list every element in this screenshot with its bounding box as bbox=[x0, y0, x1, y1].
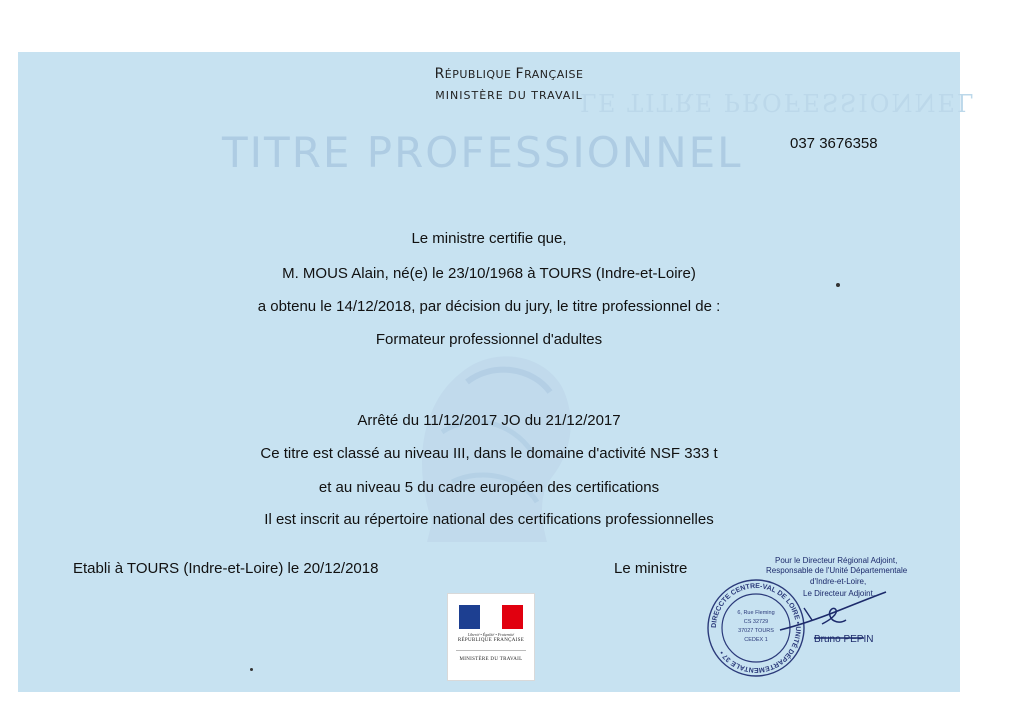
logo-republic: RÉPUBLIQUE FRANÇAISE bbox=[457, 638, 525, 643]
stamp-address-1: 6, Rue Fleming bbox=[737, 610, 775, 616]
certificate-number: 037 3676358 bbox=[790, 135, 878, 152]
stamp-address-4: CEDEX 1 bbox=[744, 637, 768, 643]
watermark-ghost-text: LE TITRE PROFESSIONNEL bbox=[580, 88, 975, 116]
signatory-name: Bruno PEPIN bbox=[814, 634, 874, 645]
logo-divider bbox=[456, 650, 526, 651]
obtained-line: a obtenu le 14/12/2018, par décision du jury, le titre professionnel de : bbox=[257, 298, 721, 315]
register-line: Il est inscrit au répertoire national des certifications professionnelles bbox=[264, 511, 714, 528]
holder-line: M. MOUS Alain, né(e) le 23/10/1968 à TOURS (Indre-et-Loire) bbox=[282, 265, 696, 282]
watermark-title: TITRE PROFESSIONNEL bbox=[222, 128, 743, 177]
logo-motto: Liberté • Égalité • Fraternité bbox=[467, 632, 515, 637]
level-line: Ce titre est classé au niveau III, dans le domaine d'activité NSF 333 t bbox=[260, 445, 718, 462]
ministry-heading: MINISTÈRE DU TRAVAIL bbox=[435, 89, 583, 102]
stamp-ring-text: DIRECCTE CENTRE-VAL DE LOIRE • UNITÉ DÉPARTEMENTALE 37 • bbox=[710, 582, 802, 674]
certify-line: Le ministre certifie que, bbox=[411, 230, 567, 247]
signature-line-3: d'Indre-et-Loire, bbox=[810, 577, 867, 586]
title-name: Formateur professionnel d'adultes bbox=[375, 331, 603, 348]
flag-icon bbox=[459, 605, 523, 629]
minister-label: Le ministre bbox=[614, 560, 688, 577]
signature-line-1: Pour le Directeur Régional Adjoint, bbox=[775, 556, 898, 565]
handwritten-signature bbox=[760, 580, 890, 640]
stamp-address-3: 37027 TOURS bbox=[738, 628, 774, 634]
european-level-line: et au niveau 5 du cadre européen des certifications bbox=[318, 479, 660, 496]
decree-line: Arrêté du 11/12/2017 JO du 21/12/2017 bbox=[357, 412, 621, 429]
republic-heading: RÉPUBLIQUE FRANÇAISE bbox=[434, 66, 584, 82]
issued-place-date: Etabli à TOURS (Indre-et-Loire) le 20/12/2018 bbox=[73, 560, 379, 577]
signature-line-2: Responsable de l'Unité Départementale bbox=[766, 566, 908, 575]
republique-francaise-logo bbox=[447, 593, 535, 681]
scan-margin bbox=[0, 0, 1018, 52]
signature-line-4: Le Directeur Adjoint, bbox=[803, 589, 876, 598]
scan-speck bbox=[250, 668, 253, 671]
scan-speck bbox=[836, 283, 840, 287]
logo-ministry: MINISTÈRE DU TRAVAIL bbox=[459, 657, 523, 662]
stamp-address-2: CS 32729 bbox=[743, 619, 769, 625]
